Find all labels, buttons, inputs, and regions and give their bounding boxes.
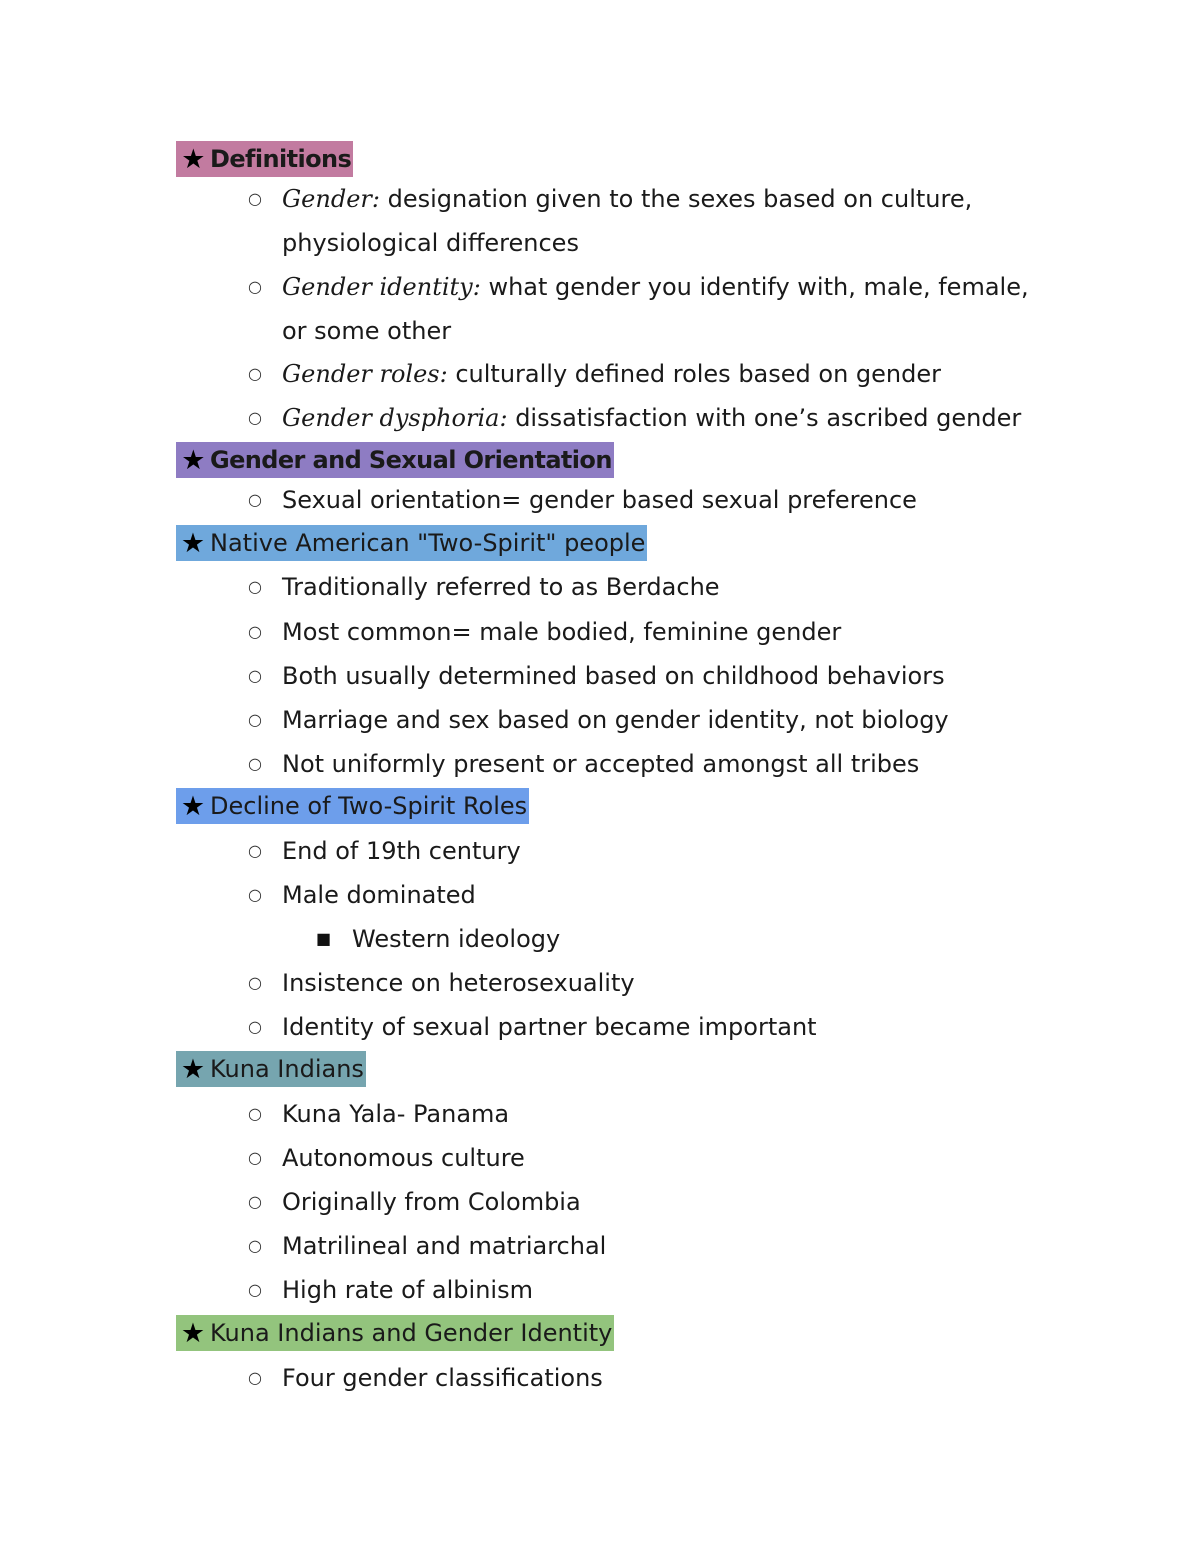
section-title: Decline of Two-Spirit Roles <box>210 792 528 820</box>
item-text: High rate of albinism <box>282 1276 533 1304</box>
item-text: Autonomous culture <box>282 1144 525 1172</box>
section-heading-decline-two-spirit <box>176 788 529 824</box>
star-icon: ★ <box>181 143 205 175</box>
hollow-circle-bullet-icon: ○ <box>248 885 262 904</box>
star-icon: ★ <box>180 790 206 822</box>
section-heading-two-spirit <box>176 525 647 561</box>
hollow-circle-bullet-icon: ○ <box>248 973 262 992</box>
section-heading-kuna-gender-identity <box>176 1315 614 1351</box>
item-text: End of 19th century <box>282 837 521 865</box>
star-icon: ★ <box>181 444 205 476</box>
item-text: dissatisfaction with one’s ascribed gender <box>507 404 1022 432</box>
hollow-circle-bullet-icon: ○ <box>248 841 262 860</box>
item-text: Insistence on heterosexuality <box>282 969 635 997</box>
filled-square-bullet-icon: ■ <box>316 929 332 948</box>
section-title: Native American "Two-Spirit" people <box>210 529 646 557</box>
item-text: culturally defined roles based on gender <box>447 360 941 388</box>
hollow-circle-bullet-icon: ○ <box>248 189 262 208</box>
term-label: Gender roles: <box>282 360 448 388</box>
hollow-circle-bullet-icon: ○ <box>248 277 262 296</box>
item-text: Originally from Colombia <box>282 1188 581 1216</box>
item-text: designation given to the sexes based on culture, <box>379 185 973 213</box>
item-text: or some other <box>282 317 452 345</box>
item-text: Most common= male bodied, feminine gender <box>282 618 842 646</box>
hollow-circle-bullet-icon: ○ <box>248 710 262 729</box>
section-title: Kuna Indians <box>210 1055 364 1083</box>
item-text: Western ideology <box>352 925 561 953</box>
item-text: Four gender classifications <box>282 1364 603 1392</box>
item-text: Marriage and sex based on gender identity, not biology <box>282 706 949 734</box>
section-heading-definitions <box>176 141 353 177</box>
hollow-circle-bullet-icon: ○ <box>248 408 262 427</box>
section-heading-kuna-indians <box>176 1051 366 1087</box>
star-icon: ★ <box>180 527 206 559</box>
hollow-circle-bullet-icon: ○ <box>248 1148 262 1167</box>
hollow-circle-bullet-icon: ○ <box>248 754 262 773</box>
hollow-circle-bullet-icon: ○ <box>248 1280 262 1299</box>
item-text: Male dominated <box>282 881 476 909</box>
section-title: Gender and Sexual Orientation <box>210 446 612 474</box>
item-text: physiological differences <box>282 229 579 257</box>
section-title: Definitions <box>210 145 352 173</box>
term-label: Gender identity: <box>282 273 481 301</box>
hollow-circle-bullet-icon: ○ <box>248 1104 262 1123</box>
section-title: Kuna Indians and Gender Identity <box>210 1319 613 1347</box>
star-icon: ★ <box>180 1053 206 1085</box>
item-text: Not uniformly present or accepted amongst all tribes <box>282 750 920 778</box>
hollow-circle-bullet-icon: ○ <box>248 490 262 509</box>
section-heading-gender-and-sexual-orientation <box>176 442 614 478</box>
hollow-circle-bullet-icon: ○ <box>248 1192 262 1211</box>
term-label: Gender dysphoria: <box>282 404 508 432</box>
term-label: Gender: <box>282 185 380 213</box>
hollow-circle-bullet-icon: ○ <box>248 364 262 383</box>
item-text: Kuna Yala- Panama <box>282 1100 510 1128</box>
item-text: what gender you identify with, male, female, <box>480 273 1029 301</box>
hollow-circle-bullet-icon: ○ <box>248 1368 262 1387</box>
item-text: Identity of sexual partner became important <box>282 1013 817 1041</box>
item-text: Sexual orientation= gender based sexual preference <box>282 486 917 514</box>
hollow-circle-bullet-icon: ○ <box>248 622 262 641</box>
item-text: Matrilineal and matriarchal <box>282 1232 607 1260</box>
hollow-circle-bullet-icon: ○ <box>248 666 262 685</box>
star-icon: ★ <box>180 1317 206 1349</box>
hollow-circle-bullet-icon: ○ <box>248 577 262 596</box>
item-text: Both usually determined based on childhood behaviors <box>282 662 945 690</box>
hollow-circle-bullet-icon: ○ <box>248 1236 262 1255</box>
hollow-circle-bullet-icon: ○ <box>248 1017 262 1036</box>
item-text: Traditionally referred to as Berdache <box>282 573 720 601</box>
